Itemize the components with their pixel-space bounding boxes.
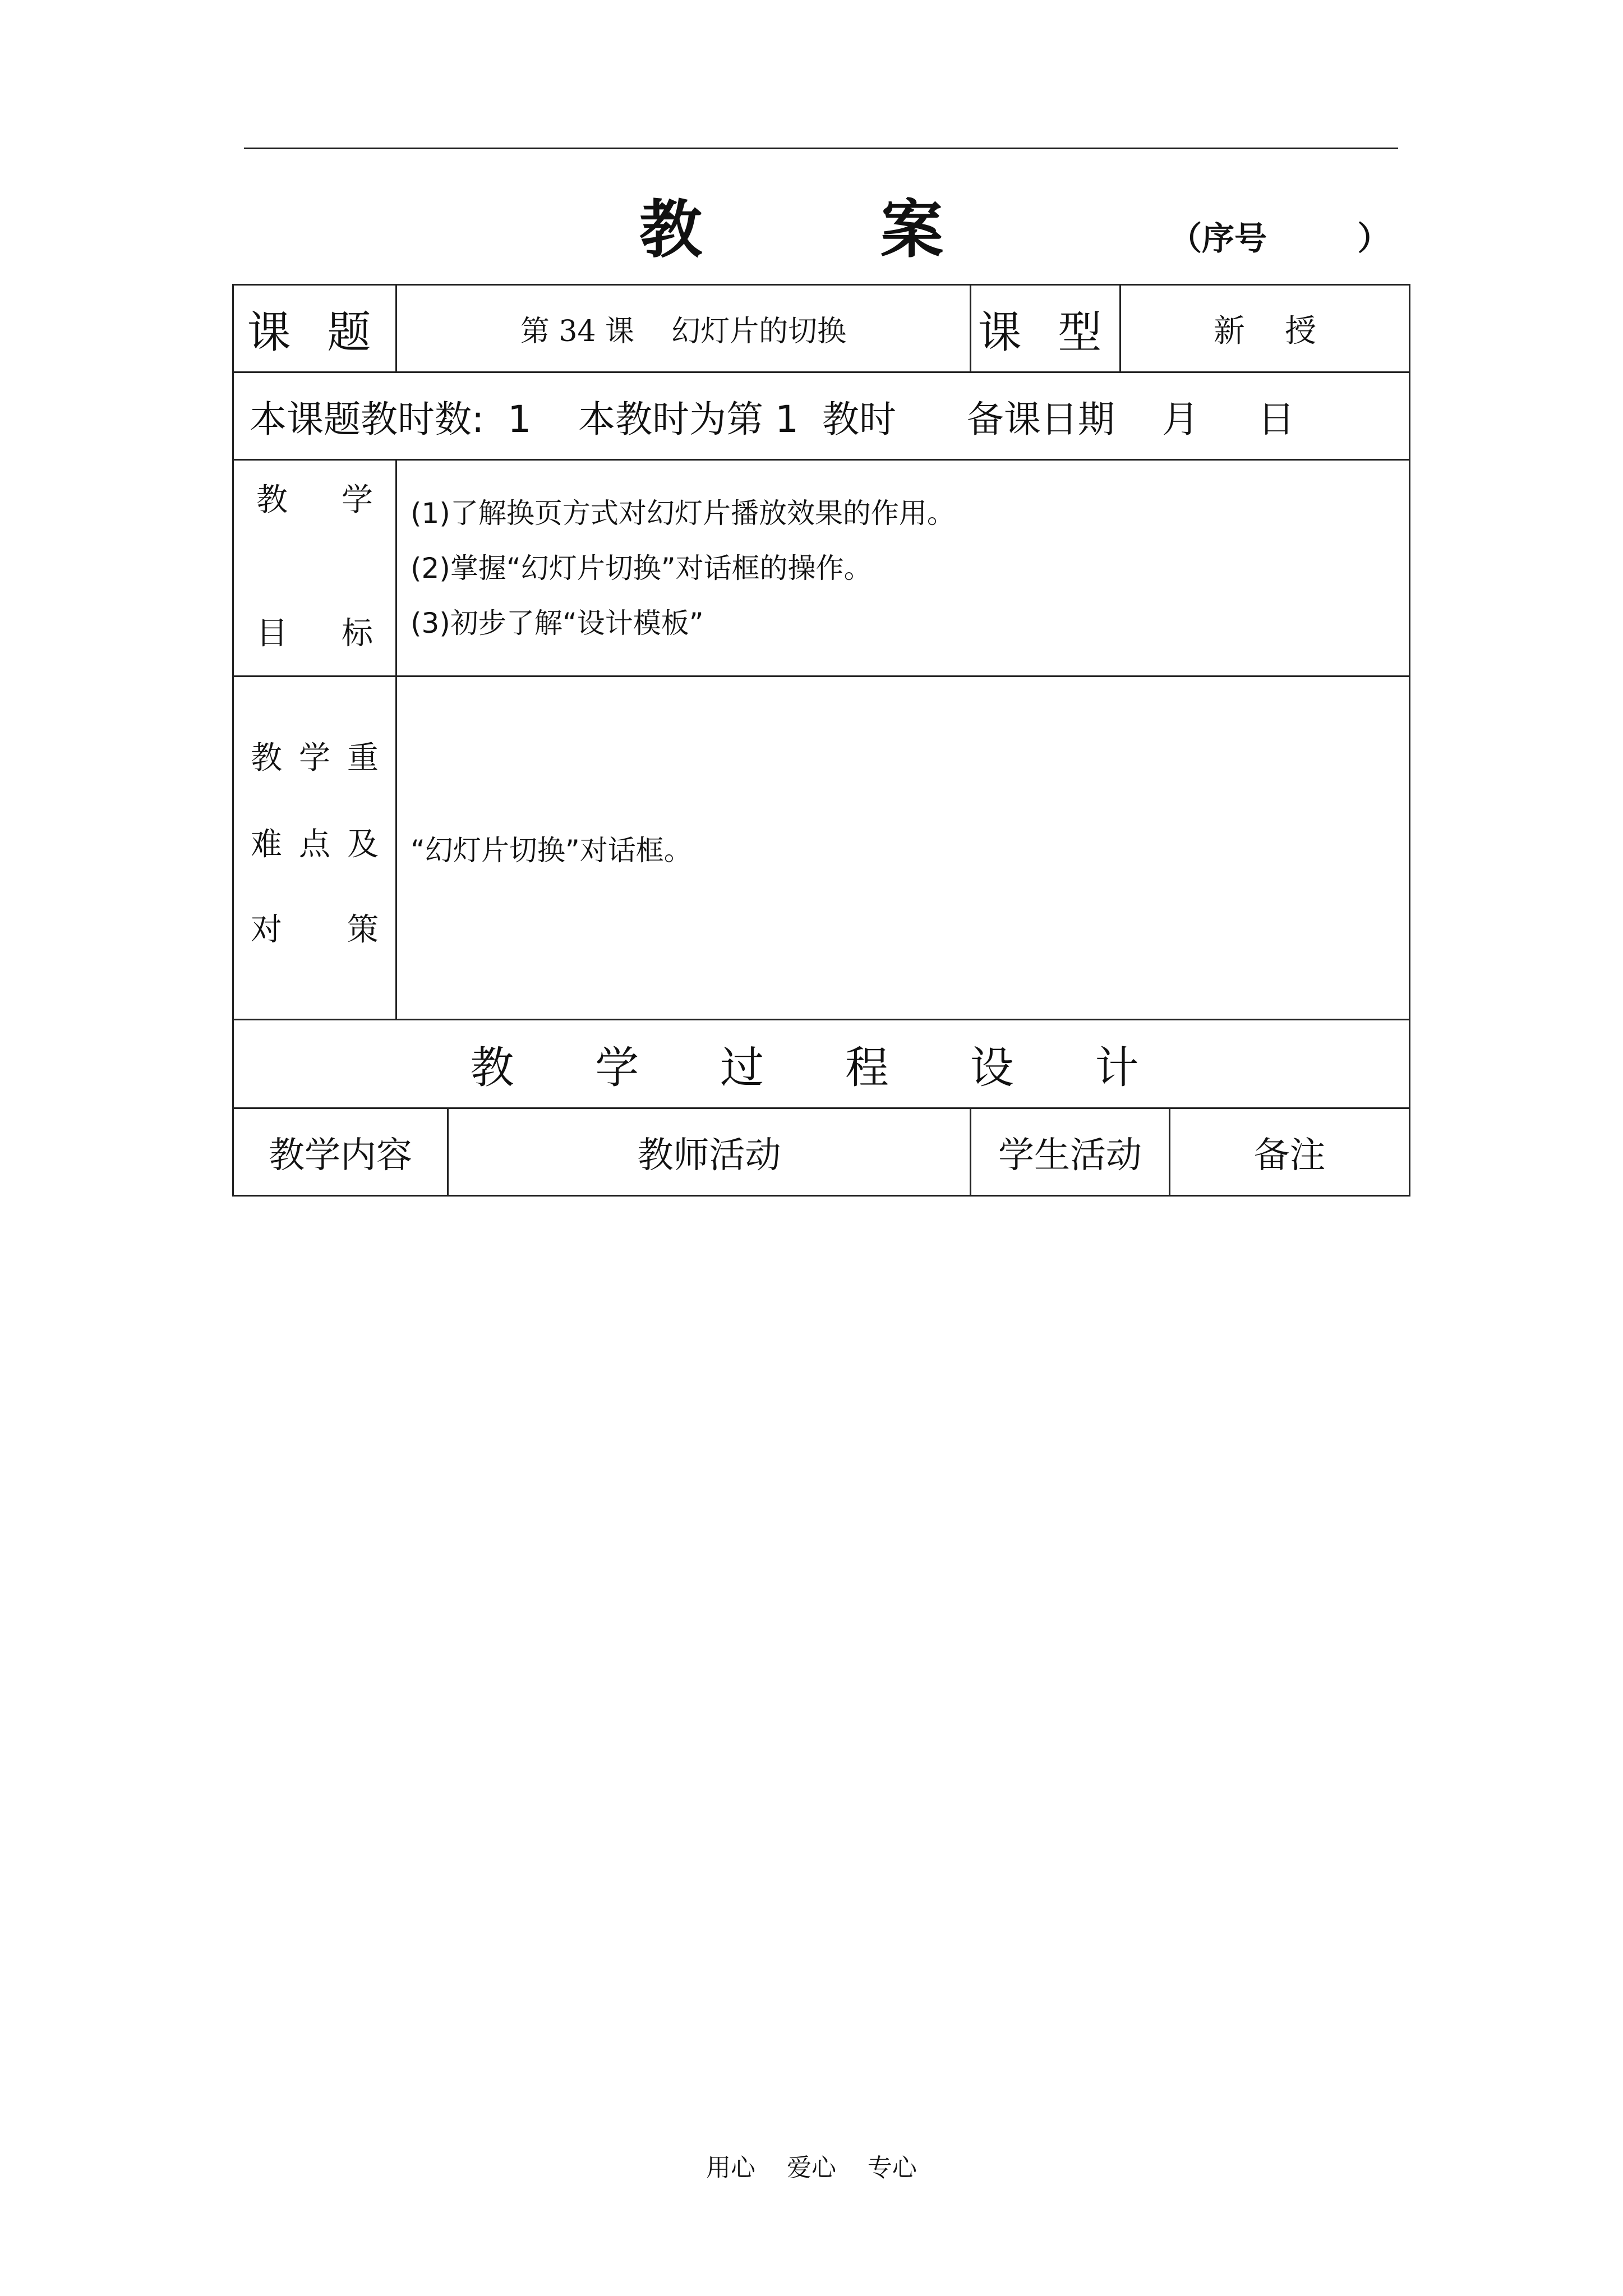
title-char-1: 教: [639, 194, 702, 266]
focus-label-char: 对: [251, 912, 282, 948]
column-notes: 备注: [1170, 1108, 1410, 1196]
goals-label-char: 目: [256, 615, 288, 652]
goals-label: [233, 460, 396, 677]
process-title: 教 学 过 程 设 计: [233, 1020, 1410, 1108]
type-label: 课 型: [971, 285, 1121, 372]
goal-item: (1)了解换页方式对幻灯片播放效果的作用。: [411, 496, 955, 530]
goals-label-char: 标: [342, 615, 373, 652]
focus-label-char: 难: [251, 826, 282, 863]
goals-label-char: 教: [256, 482, 288, 518]
focus-content: “幻灯片切换”对话框。: [396, 677, 1410, 1020]
focus-label-char: 教: [251, 740, 282, 776]
goal-item: (2)掌握“幻灯片切换”对话框的操作。: [411, 551, 872, 585]
serial-number: （序号 ）: [1169, 219, 1390, 257]
focus-label-char: 学: [299, 740, 330, 776]
focus-label-char: 及: [347, 826, 379, 863]
focus-label-char: 策: [347, 912, 379, 948]
page-title: [561, 188, 1066, 272]
focus-label: [233, 677, 396, 1020]
header-rule: [244, 148, 1398, 149]
goals-label-char: 学: [342, 482, 373, 518]
column-teaching-content: 教学内容: [233, 1108, 448, 1196]
page-footer: 用心 爱心 专心: [706, 2154, 917, 2182]
lesson-plan-table: [232, 284, 1410, 1197]
column-student-activity: 学生活动: [971, 1108, 1170, 1196]
focus-label-char: 点: [299, 826, 330, 863]
lesson-meta: 本课题教时数: 1 本教时为第 1 教时 备课日期 月 日: [233, 372, 1410, 460]
goals-content: [396, 460, 1410, 677]
type-value: 新 授: [1121, 285, 1410, 372]
goal-item: (3)初步了解“设计模板”: [411, 606, 704, 639]
topic-label: 课 题: [233, 285, 396, 372]
column-teacher-activity: 教师活动: [448, 1108, 971, 1196]
topic-value: 第 34 课 幻灯片的切换: [396, 285, 971, 372]
title-char-2: 案: [880, 194, 943, 266]
focus-label-char: 重: [347, 740, 379, 776]
